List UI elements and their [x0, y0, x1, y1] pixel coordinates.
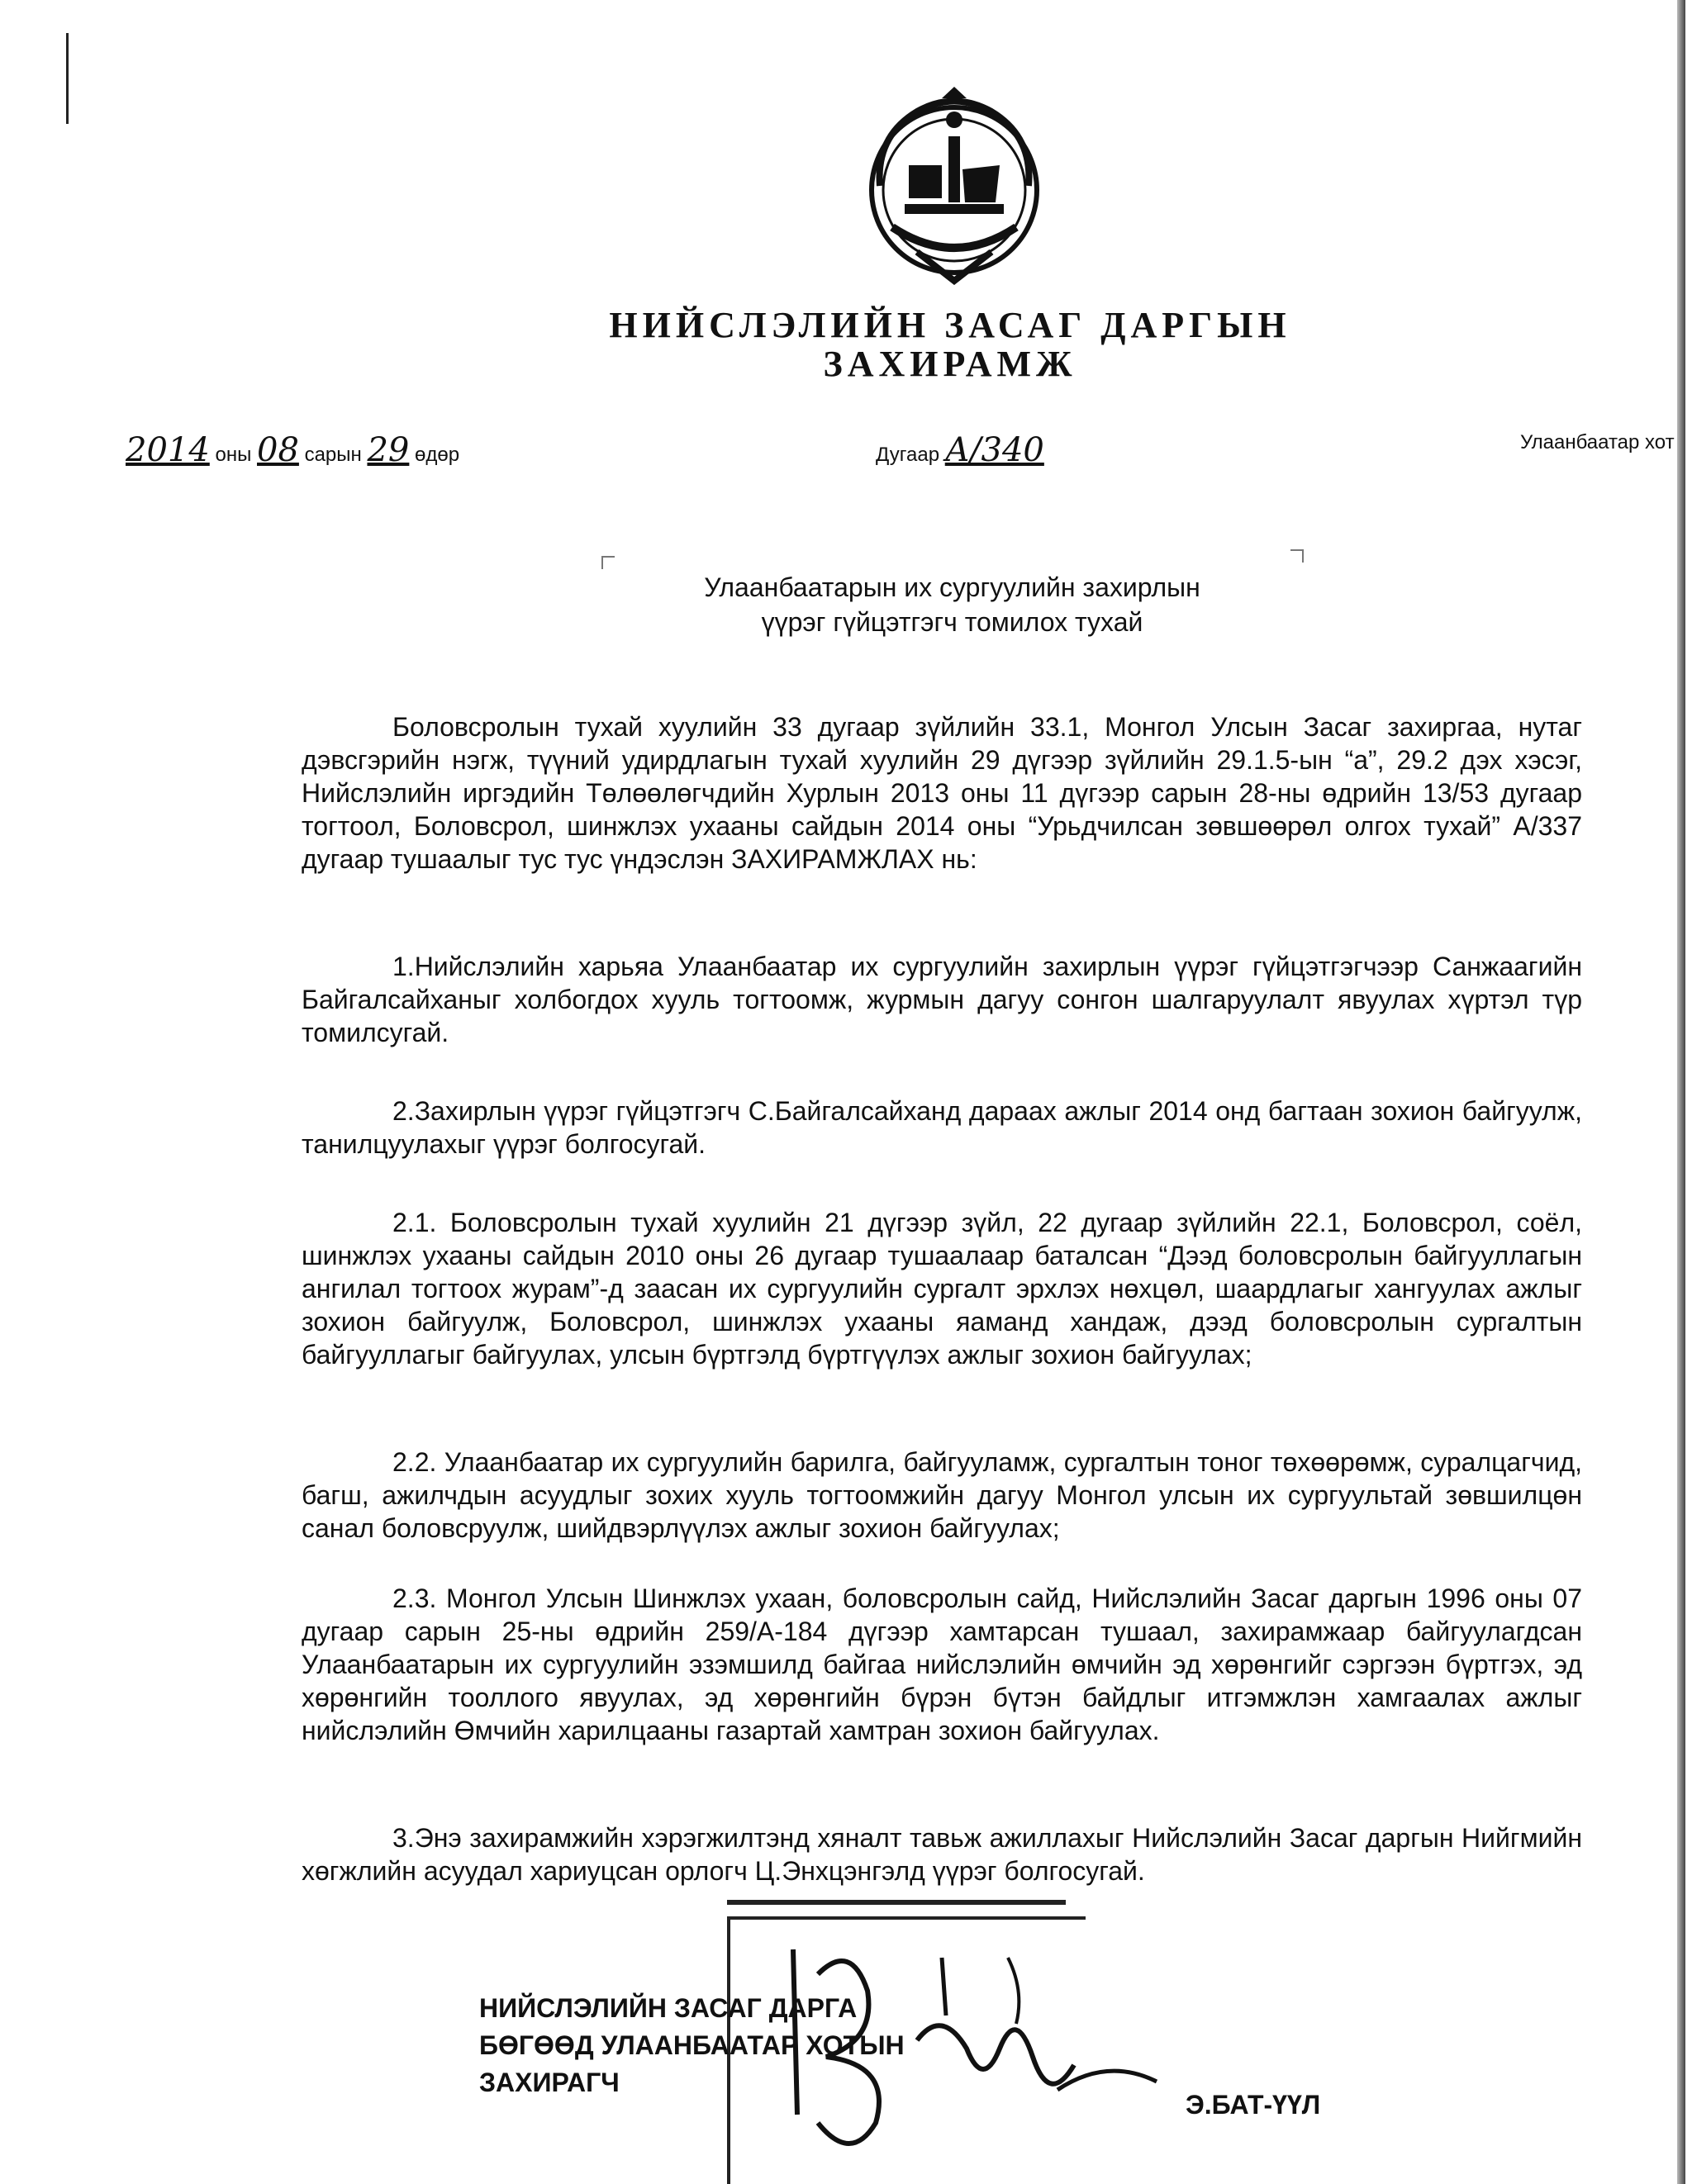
clause-3: 3.Энэ захирамжийн хэрэгжилтэнд хяналт тавьж ажиллахыг Нийслэлийн Засаг даргын Нийгмийн хөгжлийн асуудал хариуцсан орлогч Ц.Энхцэнгэлд үүрэг болгосугай.: [302, 1823, 1582, 1886]
decree-title-line2: ЗАХИРАМЖ: [823, 344, 1077, 384]
clause-2-2: 2.2. Улаанбаатар их сургуулийн барилга, байгууламж, сургалтын тоног төхөөрөмж, суралцагчид, багш, ажилчдын асуудлыг зохих хууль тогтоомжийн дагуу Монгол улсын их сургуультай зөвшилцөн санал боловсруулж, шийдвэрлүүлэх ажлыг зохион байгуулах;: [302, 1447, 1582, 1543]
date-month-handwritten: 08: [257, 431, 299, 469]
subject-corner-mark: [1290, 549, 1304, 563]
date-month-suffix: сарын: [304, 444, 362, 466]
number-label: Дугаар: [876, 444, 940, 466]
scan-edge-shadow: [1677, 0, 1685, 2184]
subject-line2: үүрэг гүйцэтгэгч томилох тухай: [761, 607, 1143, 637]
decree-date: [126, 431, 459, 469]
clause-1: 1.Нийслэлийн харьяа Улаанбаатар их сургуулийн захирлын үүрэг гүйцэтгэгчээр Санжаагийн Байгалсайханыг холбогдох хууль тогтоомж, журмын дагуу сонгон шалгаруулалт явуулах хүртэл түр томилсугай.: [302, 952, 1582, 1047]
decree-title-line1: НИЙСЛЭЛИЙН ЗАСАГ ДАРГЫН: [609, 305, 1291, 345]
stamp-bar: [727, 1900, 1066, 1905]
issue-city: Улаанбаатар хот: [1520, 431, 1675, 453]
date-day-handwritten: 29: [367, 431, 410, 469]
signatory-title-line1: НИЙСЛЭЛИЙН ЗАСАГ ДАРГА: [479, 1993, 858, 2023]
date-year-suffix: оны: [215, 444, 252, 466]
clause-2-3: 2.3. Монгол Улсын Шинжлэх ухаан, боловсролын сайд, Нийслэлийн Засаг даргын 1996 оны 07 дугаар сарын 25-ны өдрийн 259/А-184 дүгээр хамтарсан тушаал, захирамжаар байгуулагдсан Улаанбаатарын их сургуулийн эзэмшилд байгаа нийслэлийн өмчийн эд хөрөнгийг сэргээн бүртгэх, эд хөрөнгийн тооллого явуулах, эд хөрөнгийн бүрэн бүтэн байдлыг итгэмжлэн хамгаалах ажлыг нийслэлийн Өмчийн харилцааны газартай хамтран зохион байгуулах.: [302, 1583, 1582, 1745]
date-year-handwritten: 2014: [126, 431, 210, 469]
subject-line1: Улаанбаатарын их сургуулийн захирлын: [704, 572, 1200, 602]
handwritten-signature: [727, 1925, 1190, 2172]
scan-edge-mark: [66, 33, 69, 124]
preamble-paragraph: Боловсролын тухай хуулийн 33 дугаар зүйлийн 33.1, Монгол Улсын Засаг захиргаа, нутаг дэвсгэрийн нэгж, түүний удирдлагын тухай хуулийн 29 дүгээр зүйлийн 29.1.5-ын “а”, 29.2 дэх хэсэг, Нийслэлийн иргэдийн Төлөөлөгчдийн Хурлын 2013 оны 11 дүгээр сарын 28-ны өдрийн 13/53 дугаар тогтоол, Боловсрол, шинжлэх ухааны сайдын 2014 оны “Урьдчилсан зөвшөөрөл олгох тухай” А/337 дугаар тушаалыг тус тус үндэслэн ЗАХИРАМЖЛАХ нь:: [302, 712, 1582, 874]
number-handwritten: А/340: [944, 431, 1044, 469]
clause-2: 2.Захирлын үүрэг гүйцэтгэгч С.Байгалсайханд дараах ажлыг 2014 онд багтаан зохион байгуулж, танилцуулахыг үүрэг болгосугай.: [302, 1096, 1582, 1159]
state-emblem-icon: [859, 87, 1049, 285]
clause-2-1: 2.1. Боловсролын тухай хуулийн 21 дүгээр зүйл, 22 дугаар зүйлийн 22.1, Боловсрол, соёл, шинжлэх ухааны сайдын 2010 оны 26 дугаар тушаалаар баталсан “Дээд боловсролын байгууллагын ангилал тогтоох журам”-д заасан их сургуулийн сургалт эрхлэх нөхцөл, шаардлагыг хангуулах ажлыг зохион байгуулж, Боловсрол, шинжлэх ухааны яаманд хандаж, дээд боловсролын сургалтын байгууллагыг байгуулах, улсын бүртгэлд бүртгүүлэх ажлыг зохион байгуулах;: [302, 1208, 1582, 1370]
subject-corner-mark: [601, 556, 615, 569]
decree-number: [876, 431, 1044, 469]
date-day-suffix: өдөр: [415, 444, 460, 466]
signatory-title-line2: БӨГӨӨД УЛААНБААТАР ХОТЫН: [479, 2030, 905, 2060]
signatory-title-line3: ЗАХИРАГЧ: [479, 2068, 620, 2097]
signatory-name: Э.БАТ-ҮҮЛ: [1186, 2090, 1321, 2120]
